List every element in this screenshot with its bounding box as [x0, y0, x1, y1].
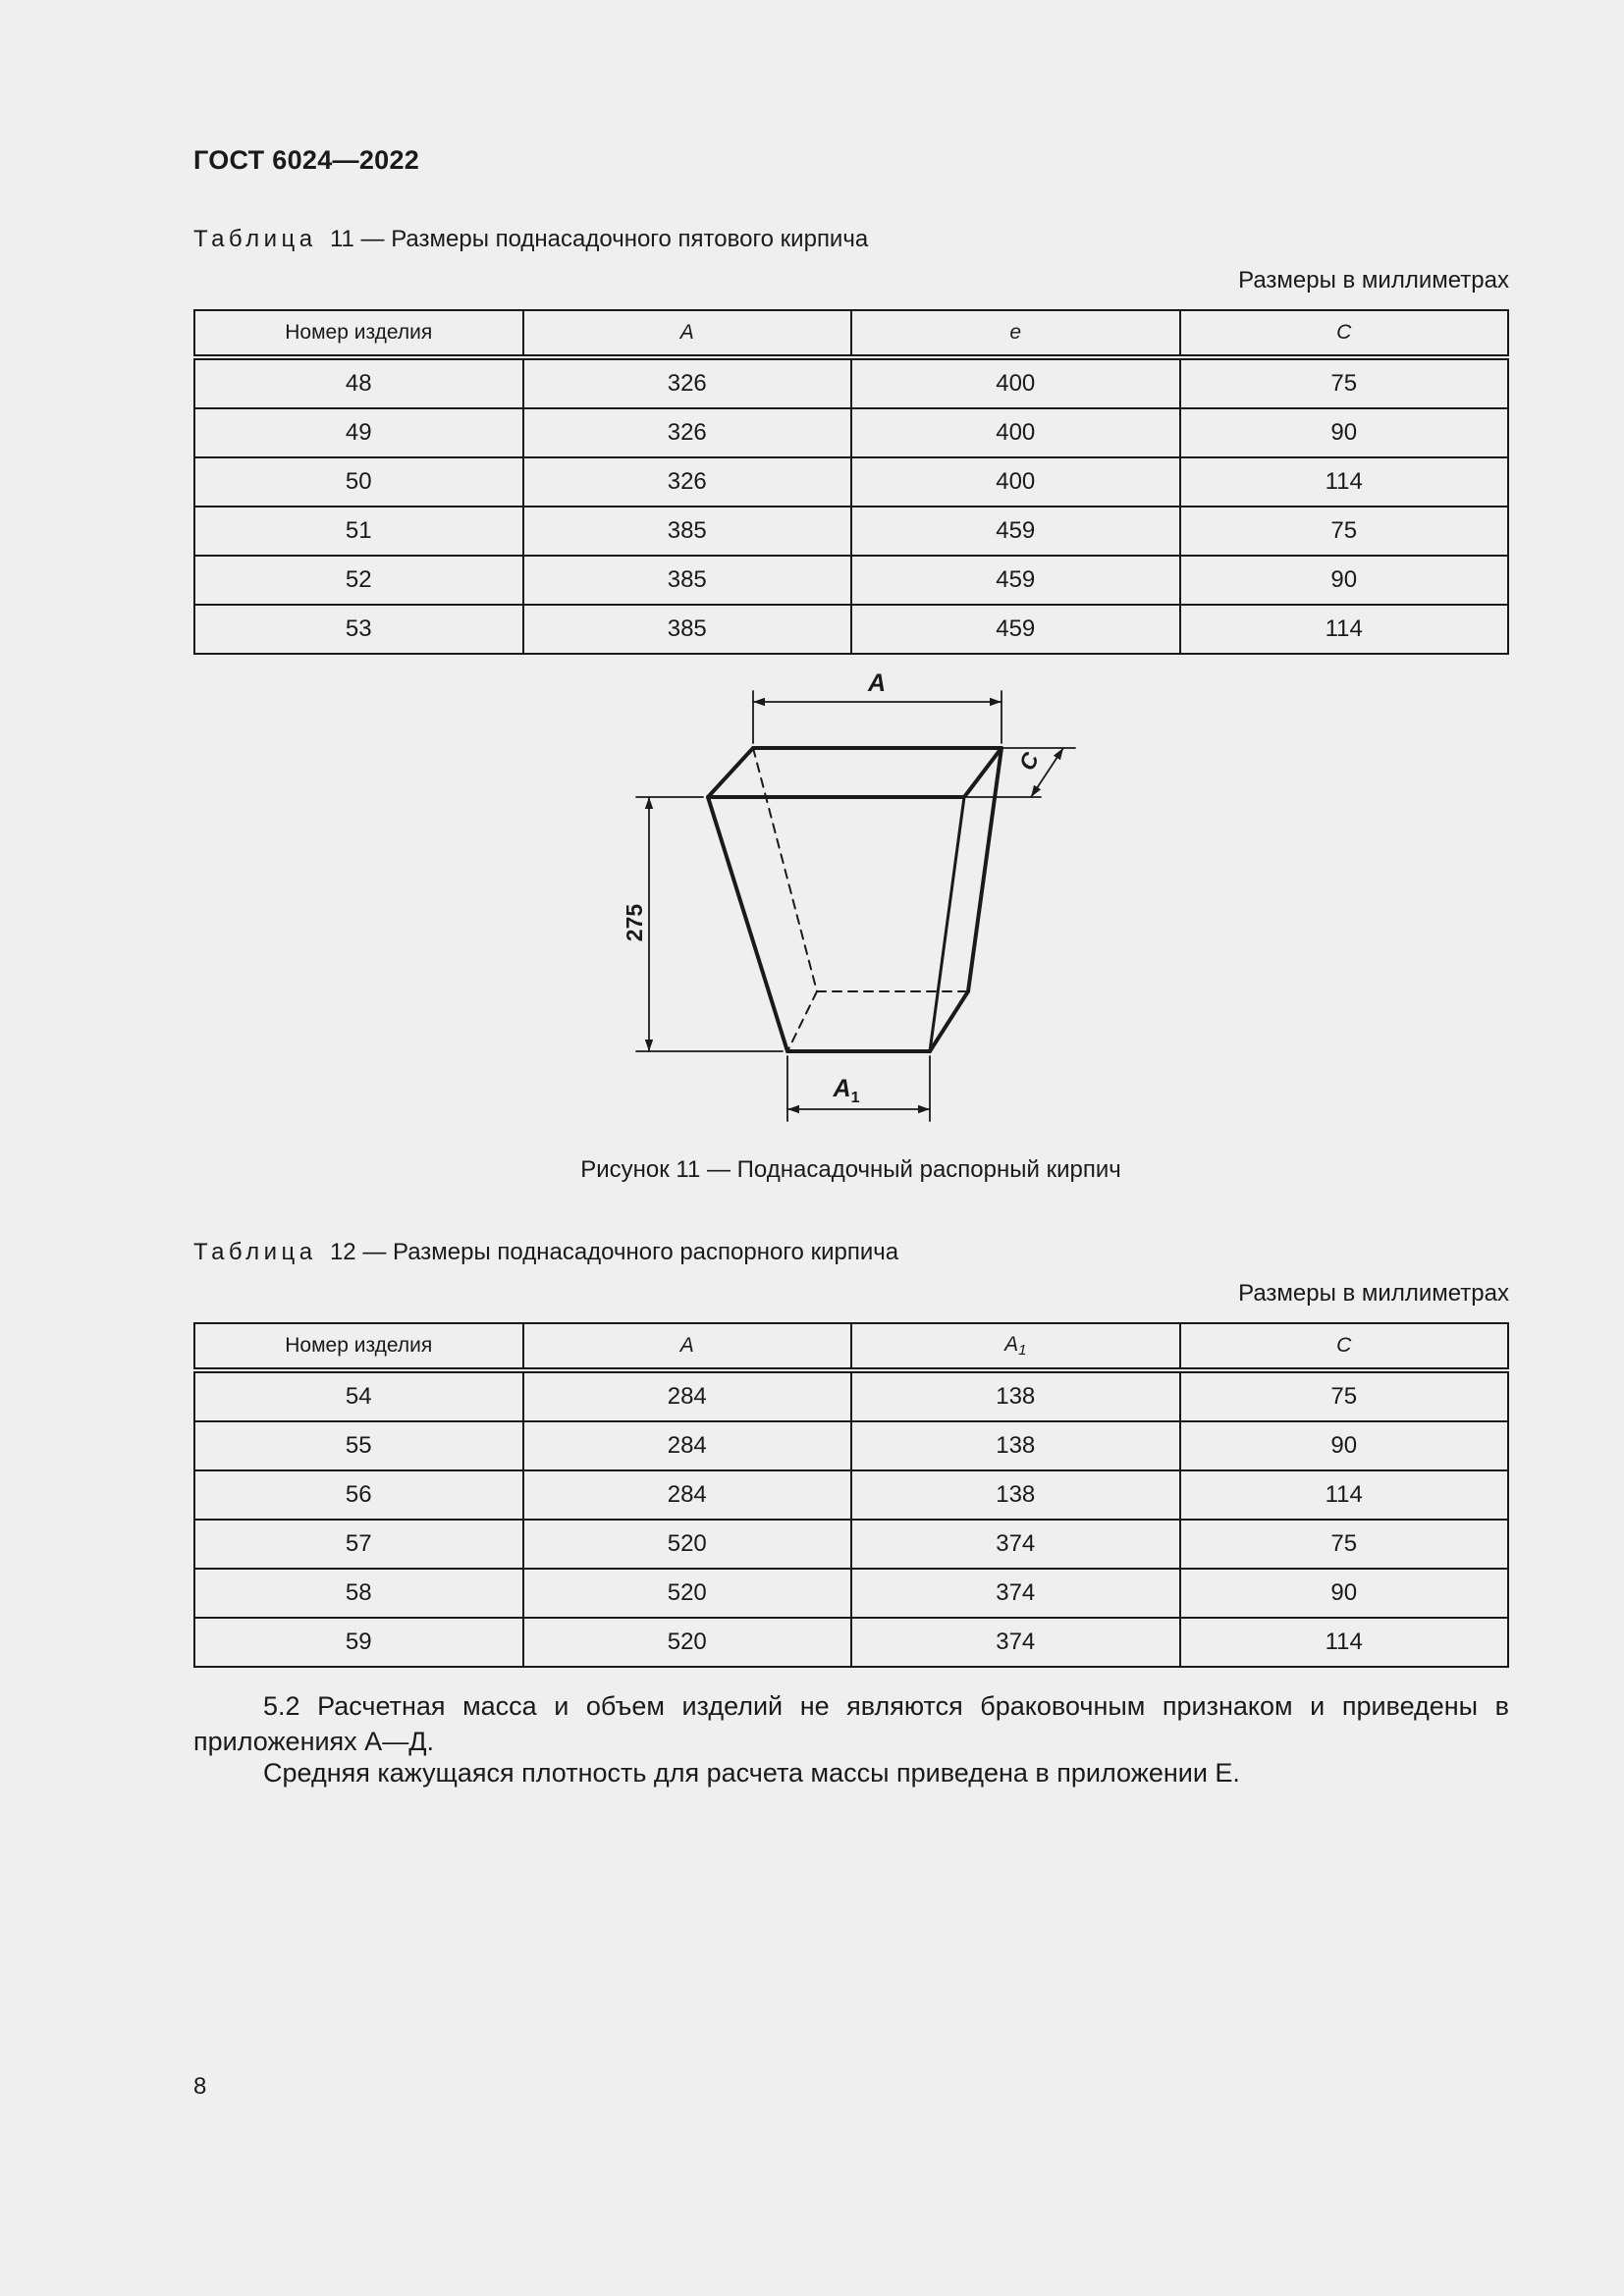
table-12-caption-text: 12 — Размеры поднасадочного распорного кирпича [329, 1239, 899, 1265]
col-header-e: e [851, 310, 1180, 357]
cell-e: 400 [851, 357, 1180, 408]
label-c: C [1013, 748, 1045, 774]
cell-a1: 138 [851, 1470, 1180, 1520]
cell-a1: 374 [851, 1618, 1180, 1667]
table-11-units: Размеры в миллиметрах [1238, 267, 1509, 294]
cell-c: 75 [1180, 357, 1509, 408]
cell-a: 284 [523, 1370, 852, 1421]
cell-a: 520 [523, 1520, 852, 1569]
cell-a: 385 [523, 605, 852, 654]
cell-c: 114 [1180, 457, 1509, 507]
cell-e: 459 [851, 556, 1180, 605]
paragraph-5-2: 5.2 Расчетная масса и объем изделий не являются браковочным признаком и приведены в приложениях А—Д. [193, 1691, 1509, 1756]
table-row [194, 1569, 1508, 1618]
cell-item-number: 49 [194, 408, 523, 457]
table-12 [193, 1322, 1509, 1668]
cell-c: 90 [1180, 556, 1509, 605]
cell-a1: 374 [851, 1520, 1180, 1569]
cell-a: 326 [523, 357, 852, 408]
col-header-a: A [523, 1323, 852, 1370]
cell-a1: 138 [851, 1370, 1180, 1421]
cell-e: 400 [851, 408, 1180, 457]
col-header-c: C [1180, 1323, 1509, 1370]
cell-a: 326 [523, 408, 852, 457]
cell-c: 114 [1180, 1618, 1509, 1667]
front-right-edge [930, 797, 964, 1051]
label-a: A [867, 669, 887, 697]
cell-c: 114 [1180, 605, 1509, 654]
cell-c: 90 [1180, 1421, 1509, 1470]
table-12-units: Размеры в миллиметрах [1238, 1280, 1509, 1307]
col-header-a: A [523, 310, 852, 357]
cell-e: 459 [851, 507, 1180, 556]
label-a1: $A_1$ [833, 1075, 860, 1106]
cell-a: 284 [523, 1421, 852, 1470]
figure-11-caption: Рисунок 11 — Поднасадочный распорный кирпич [580, 1156, 1121, 1183]
cell-a: 385 [523, 556, 852, 605]
cell-c: 114 [1180, 1470, 1509, 1520]
cell-a: 520 [523, 1618, 852, 1667]
cell-a1: 138 [851, 1421, 1180, 1470]
cell-e: 400 [851, 457, 1180, 507]
cell-item-number: 54 [194, 1370, 523, 1421]
cell-a: 326 [523, 457, 852, 507]
cell-c: 75 [1180, 1370, 1509, 1421]
table-row [194, 1520, 1508, 1569]
page-number: 8 [193, 2073, 207, 2100]
paragraph-density: Средняя кажущаяся плотность для расчета массы приведена в приложении Е. [263, 1758, 1240, 1788]
col-header-a1: $A_1$ [851, 1323, 1180, 1370]
table-12-header-row [194, 1323, 1508, 1370]
table-11-caption-text: 11 — Размеры поднасадочного пятового кирпича [329, 226, 869, 252]
cell-item-number: 56 [194, 1470, 523, 1520]
label-height: 275 [622, 903, 647, 942]
document-code: ГОСТ 6024—2022 [193, 145, 420, 175]
table-row [194, 1470, 1508, 1520]
extension-lines [636, 691, 1075, 1121]
cell-item-number: 55 [194, 1421, 523, 1470]
table-12-caption-prefix: Таблица [193, 1239, 317, 1265]
cell-c: 90 [1180, 408, 1509, 457]
table-12-caption [193, 1239, 898, 1266]
cell-item-number: 48 [194, 357, 523, 408]
cell-c: 75 [1180, 1520, 1509, 1569]
cell-item-number: 50 [194, 457, 523, 507]
cell-item-number: 53 [194, 605, 523, 654]
col-header-c: C [1180, 310, 1509, 357]
table-11-caption-prefix: Таблица [193, 226, 317, 252]
cell-item-number: 58 [194, 1569, 523, 1618]
cell-a: 385 [523, 507, 852, 556]
cell-item-number: 59 [194, 1618, 523, 1667]
table-row [194, 1370, 1508, 1421]
col-header-item-number: Номер изделия [194, 1323, 523, 1370]
cell-e: 459 [851, 605, 1180, 654]
cell-item-number: 51 [194, 507, 523, 556]
cell-item-number: 57 [194, 1520, 523, 1569]
cell-c: 75 [1180, 507, 1509, 556]
brick-outline [708, 748, 1001, 1051]
cell-c: 90 [1180, 1569, 1509, 1618]
cell-a: 520 [523, 1569, 852, 1618]
cell-a: 284 [523, 1470, 852, 1520]
cell-item-number: 52 [194, 556, 523, 605]
table-row [194, 1618, 1508, 1667]
table-row [194, 1421, 1508, 1470]
col-header-item-number: Номер изделия [194, 310, 523, 357]
cell-a1: 374 [851, 1569, 1180, 1618]
